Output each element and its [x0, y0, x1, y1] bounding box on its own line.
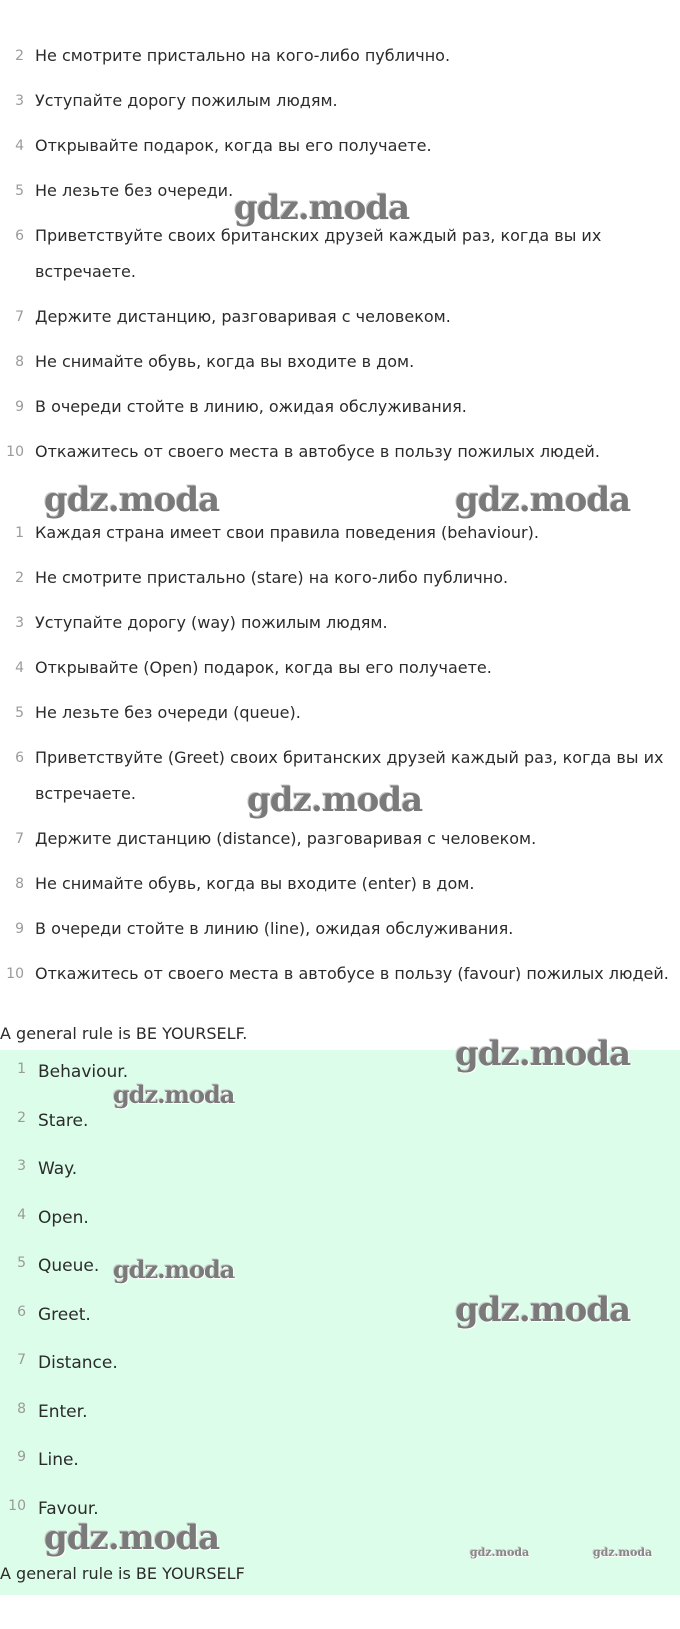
list-item [0, 1147, 680, 1196]
item-number: 5 [17, 1255, 26, 1271]
item-text: Не смотрите пристально на кого-либо публично. [35, 46, 451, 65]
watermark: gdz.moda [44, 1518, 220, 1558]
item-number: 10 [6, 966, 24, 982]
list-item [0, 387, 680, 432]
item-text: Не снимайте обувь, когда вы входите в дом. [35, 352, 415, 371]
watermark: gdz.moda [455, 1290, 631, 1330]
item-number: 4 [17, 1206, 26, 1223]
item-text: Favour. [38, 1498, 99, 1519]
item-text: Откажитесь от своего места в автобусе в пользу пожилых людей. [35, 442, 600, 461]
watermark: gdz.moda [113, 1080, 235, 1109]
item-text: В очереди стойте в линию (line), ожидая обслуживания. [35, 919, 514, 938]
list-item [0, 1196, 680, 1245]
list-item [0, 432, 680, 477]
list-item [0, 693, 680, 738]
item-text: Уступайте дорогу (way) пожилым людям. [35, 613, 388, 632]
item-text: Не лезьте без очереди (queue). [35, 703, 301, 722]
list-item [0, 1099, 680, 1148]
item-text: Open. [38, 1207, 89, 1228]
item-number: 7 [17, 1352, 26, 1368]
list-item [0, 36, 680, 81]
watermark: gdz.moda [470, 1546, 530, 1559]
list-item [0, 558, 680, 603]
item-text: Line. [38, 1450, 79, 1470]
item-text: Приветствуйте своих британских друзей каждый раз, когда вы их встречаете. [35, 226, 602, 281]
list-item [0, 297, 680, 342]
watermark: gdz.moda [455, 480, 631, 520]
item-text: Stare. [38, 1110, 89, 1131]
item-number: 9 [17, 1449, 26, 1465]
item-number: 1 [17, 1061, 26, 1077]
list-item [0, 819, 680, 864]
item-number: 1 [15, 525, 24, 541]
list-item [0, 954, 680, 999]
list-item [0, 216, 680, 297]
list-item [0, 603, 680, 648]
item-text: Enter. [38, 1401, 88, 1422]
item-text: Behaviour. [38, 1062, 129, 1082]
item-number: 9 [15, 921, 24, 937]
list-item [0, 81, 680, 126]
watermark: gdz.moda [234, 188, 410, 228]
general-rule-text: A general rule is BE YOURSELF. [0, 1024, 248, 1043]
list-item [0, 1390, 680, 1439]
watermark: gdz.moda [593, 1546, 653, 1559]
list-item [0, 342, 680, 387]
item-number: 2 [15, 570, 24, 586]
item-number: 6 [15, 228, 24, 244]
item-text: Не лезьте без очереди. [35, 181, 234, 200]
item-number: 9 [15, 399, 24, 415]
item-number: 5 [15, 705, 24, 721]
item-number: 7 [15, 309, 24, 325]
general-rule-text-2: A general rule is BE YOURSELF [0, 1564, 245, 1583]
item-text: Не смотрите пристально (stare) на кого-либо публично. [35, 568, 509, 587]
item-text: Уступайте дорогу пожилым людям. [35, 91, 338, 110]
item-text: Откажитесь от своего места в автобусе в пользу (favour) пожилых людей. [35, 964, 669, 983]
item-text: Приветствуйте (Greet) своих британских друзей каждый раз, когда вы их встречаете. [35, 748, 664, 803]
list-item [0, 126, 680, 171]
item-text: Queue. [38, 1256, 100, 1276]
item-text: Держите дистанцию (distance), разговаривая с человеком. [35, 829, 537, 848]
item-text: Держите дистанцию, разговаривая с человеком. [35, 307, 451, 326]
item-number: 8 [17, 1400, 26, 1417]
item-number: 3 [15, 615, 24, 631]
list-item [0, 864, 680, 909]
item-number: 3 [17, 1158, 26, 1174]
item-text: Не снимайте обувь, когда вы входите (enter) в дом. [35, 874, 475, 893]
list-item [0, 648, 680, 693]
list-item [0, 1244, 680, 1293]
item-text: Каждая страна имеет свои правила поведения (behaviour). [35, 523, 539, 542]
watermark: gdz.moda [113, 1255, 235, 1284]
item-number: 8 [15, 354, 24, 370]
watermark: gdz.moda [455, 1034, 631, 1074]
item-number: 7 [15, 831, 24, 847]
item-number: 4 [15, 660, 24, 676]
item-number: 3 [15, 93, 24, 109]
list-item [0, 1438, 680, 1487]
item-number: 6 [15, 750, 24, 766]
list-item [0, 1341, 680, 1390]
item-text: Greet. [38, 1304, 91, 1325]
item-number: 2 [17, 1109, 26, 1126]
item-text: Way. [38, 1159, 78, 1179]
item-number: 8 [15, 876, 24, 892]
item-number: 10 [6, 444, 24, 460]
item-text: В очереди стойте в линию, ожидая обслуживания. [35, 397, 467, 416]
vocabulary-list [0, 513, 680, 999]
list-item [0, 909, 680, 954]
item-number: 2 [15, 48, 24, 64]
item-number: 4 [15, 138, 24, 154]
watermark: gdz.moda [44, 480, 220, 520]
translation-list [0, 36, 680, 477]
item-text: Открывайте подарок, когда вы его получаете. [35, 136, 432, 155]
item-number: 10 [8, 1497, 26, 1514]
item-text: Открывайте (Open) подарок, когда вы его получаете. [35, 658, 492, 677]
watermark: gdz.moda [247, 780, 423, 820]
item-number: 5 [15, 183, 24, 199]
item-text: Distance. [38, 1353, 118, 1373]
item-number: 6 [17, 1303, 26, 1320]
